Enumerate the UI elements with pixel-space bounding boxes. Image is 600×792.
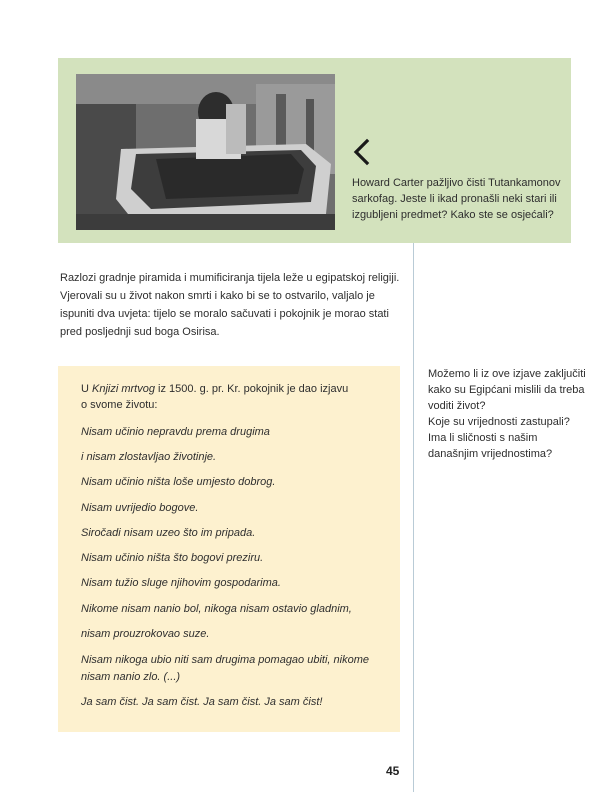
page-number: 45	[386, 764, 400, 778]
quote-line: Nikome nisam nanio bol, nikoga nisam ostavio gladnim,	[81, 603, 352, 615]
book-title: Knjizi mrtvog	[92, 383, 155, 395]
caption-line: sarkofag. Jeste li ikad pronašli neki stari ili	[352, 193, 557, 205]
quote-introduction	[81, 381, 391, 413]
question-line: Možemo li iz ove izjave zaključiti	[428, 368, 586, 380]
question-line: današnjim vrijednostima?	[428, 448, 553, 460]
intro-paragraph	[60, 269, 405, 341]
quote-line: i nisam zlostavljao životinje.	[81, 451, 217, 463]
quote-line: nisam prouzrokovao suze.	[81, 628, 210, 640]
quote-line: Nisam uvrijedio bogove.	[81, 502, 199, 514]
photo-illustration	[76, 74, 335, 230]
question-line: kako su Egipćani mislili da treba	[428, 384, 585, 396]
caption-line: Howard Carter pažljivo čisti Tutankamonov	[352, 177, 561, 189]
quote-line: Siročadi nisam uzeo što im pripada.	[81, 527, 256, 539]
howard-carter-photo	[76, 74, 335, 230]
discussion-questions	[428, 366, 588, 462]
intro-line: ispuniti dva uvjeta: tijelo se moralo sačuvati i pokojnik je morao stati	[60, 308, 389, 320]
question-line: Koje su vrijednosti zastupali?	[428, 416, 570, 428]
quote-line: nisam nanio zlo. (...)	[81, 671, 181, 683]
column-divider	[413, 243, 414, 792]
intro-line: pred posljednji sud boga Osirisa.	[60, 326, 220, 338]
chevron-left-icon	[351, 138, 373, 166]
quote-lead-prefix: U	[81, 383, 92, 395]
quote-line: Nisam učinio nepravdu prema drugima	[81, 426, 270, 438]
quote-line: Nisam učinio ništa što bogovi preziru.	[81, 552, 264, 564]
question-line: Ima li sličnosti s našim	[428, 432, 538, 444]
caption-line: izgubljeni predmet? Kako ste se osjećali?	[352, 209, 554, 221]
quote-lead-suffix: iz 1500. g. pr. Kr. pokojnik je dao izjavu	[154, 383, 349, 395]
intro-line: Razlozi gradnje piramida i mumificiranja tijela leže u egipatskoj religiji.	[60, 272, 400, 284]
quote-lead-line2: o svome životu:	[81, 399, 158, 411]
intro-line: Vjerovali su u život nakon smrti i kako bi se to ostvarilo, valjalo je	[60, 290, 375, 302]
quote-line: Nisam tužio sluge njihovim gospodarima.	[81, 577, 281, 589]
quote-line: Nisam nikoga ubio niti sam drugima pomagao ubiti, nikome	[81, 654, 369, 666]
quote-line: Nisam učinio ništa loše umjesto dobrog.	[81, 476, 276, 488]
quote-line: Ja sam čist. Ja sam čist. Ja sam čist. Ja sam čist!	[81, 696, 323, 708]
photo-caption	[352, 175, 564, 223]
question-line: voditi život?	[428, 400, 486, 412]
